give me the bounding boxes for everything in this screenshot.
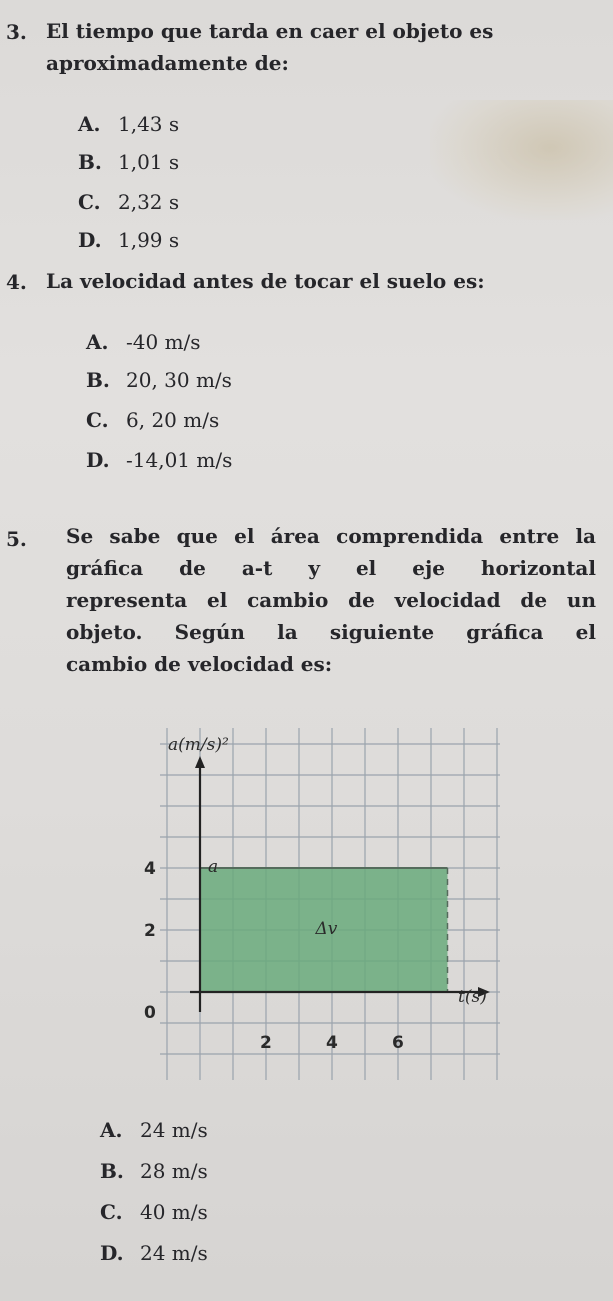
q5-option-b[interactable]: B. 28 m/s (100, 1159, 208, 1183)
question-3-line-2: aproximadamente de: (46, 51, 289, 75)
q5-option-d[interactable]: D. 24 m/s (100, 1241, 208, 1265)
question-3-text (46, 15, 526, 79)
curve-label: a (208, 857, 219, 877)
acceleration-time-chart (120, 720, 520, 1110)
question-5-line-4: objeto. Según la siguiente gráfica el (66, 620, 596, 644)
question-5-line-3: representa el cambio de velocidad de un (66, 588, 596, 612)
q5-option-a[interactable]: A. 24 m/s (100, 1118, 208, 1142)
question-5-line-1: Se sabe que el área comprendida entre la (66, 524, 596, 548)
q5-options (100, 1118, 208, 1282)
y-axis-arrow-icon (195, 756, 205, 768)
q4-option-d[interactable]: D. -14,01 m/s (86, 448, 233, 472)
question-5-text (66, 520, 596, 680)
q3-option-b[interactable]: B. 1,01 s (78, 150, 180, 174)
x-tick-label: 4 (326, 1033, 338, 1053)
q4-option-b[interactable]: B. 20, 30 m/s (86, 368, 232, 392)
question-5-line-5: cambio de velocidad es: (66, 652, 333, 676)
question-5-number: 5. (6, 527, 27, 551)
q3-option-a[interactable]: A. 1,43 s (78, 112, 180, 136)
y-tick-label: 2 (144, 921, 156, 941)
question-5-line-2: gráfica de a-t y el eje horizontal (66, 556, 596, 580)
paper-stain (430, 100, 613, 220)
q3-option-d[interactable]: D. 1,99 s (78, 228, 180, 252)
x-axis-label: t(s) (458, 987, 487, 1007)
chart-svg (120, 720, 520, 1110)
y-tick-label: 0 (144, 1003, 156, 1023)
question-4-text: La velocidad antes de tocar el suelo es: (46, 269, 485, 293)
x-tick-label: 2 (260, 1033, 272, 1053)
q3-option-c[interactable]: C. 2,32 s (78, 190, 180, 214)
q5-option-c[interactable]: C. 40 m/s (100, 1200, 208, 1224)
question-3-line-1: El tiempo que tarda en caer el objeto es (46, 19, 494, 43)
question-4-number: 4. (6, 270, 27, 294)
y-tick-label: 4 (144, 859, 156, 879)
q4-option-c[interactable]: C. 6, 20 m/s (86, 408, 220, 432)
y-axis-label: a(m/s)² (168, 735, 229, 755)
area-label: Δv (315, 919, 338, 939)
question-3-number: 3. (6, 20, 27, 44)
q4-option-a[interactable]: A. -40 m/s (86, 330, 201, 354)
x-tick-label: 6 (392, 1033, 404, 1053)
